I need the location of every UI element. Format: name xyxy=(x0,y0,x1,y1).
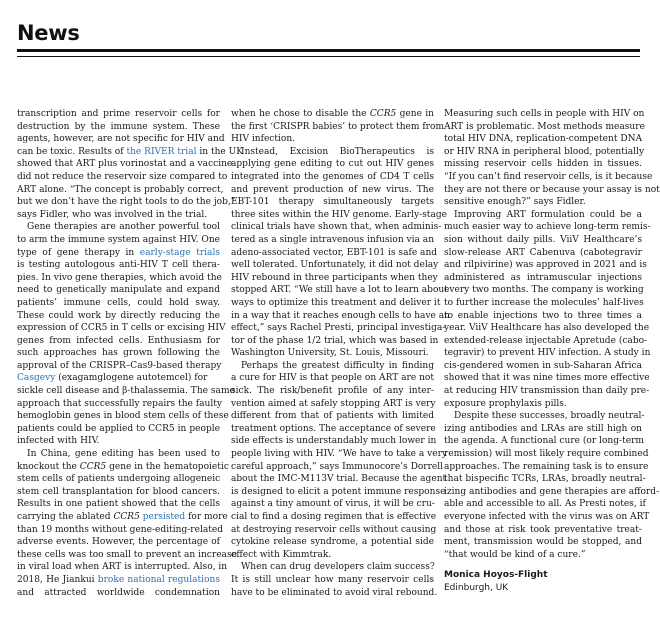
page-header xyxy=(17,19,639,47)
text-line: showed that ART plus vorinostat and a vaccine xyxy=(17,159,233,170)
text-line: destruction by the immune system. These xyxy=(17,121,220,132)
text-line xyxy=(17,247,220,260)
text-line: adverse events. However, the percentage of xyxy=(17,537,220,548)
text-line: patients’ immune cells, could hold sway. xyxy=(17,297,220,308)
text-line: ART is problematic. Most methods measure xyxy=(444,121,645,132)
text-line: did not reduce the reservoir size compared to xyxy=(17,171,228,182)
text-line: side effects is understandably much lower in xyxy=(231,436,437,447)
text-line: sensitive enough?” says Fidler. xyxy=(444,197,586,208)
text-line: total HIV DNA, replication-competent DNA xyxy=(444,134,643,145)
text-line: says Fidler, who was involved in the trial. xyxy=(17,209,208,220)
text-line: Measuring such cells in people with HIV on xyxy=(444,109,645,119)
text-line: stem cells of patients undergoing allogeneic xyxy=(17,474,221,485)
text-line: different from that of patients with limited xyxy=(231,411,434,422)
text-line: tered as a single intravenous infusion via an xyxy=(231,234,435,245)
italic-gene-name: CCR5 xyxy=(369,109,397,119)
text-line: When can drug developers claim success? xyxy=(241,562,435,573)
text-line: tor of the phase 1/2 trial, which was based in xyxy=(231,335,439,346)
text-line: in viral load when ART is interrupted. Also, in xyxy=(17,562,228,573)
text-line: cial to find a dosing regimen that is effective xyxy=(231,512,437,522)
text-line: and those at risk took preventative treat- xyxy=(444,524,642,535)
text-line: or HIV RNA in peripheral blood, potentially xyxy=(444,146,645,157)
text-run: knockout the xyxy=(17,461,80,472)
text-line: stem cell transplantation for blood cancers. xyxy=(17,486,220,497)
text-line: at reducing HIV transmission than daily pre- xyxy=(444,386,650,397)
text-line: In China, gene editing has been used to xyxy=(27,449,220,460)
text-line: stopped ART. “We still have a lot to learn about xyxy=(231,285,448,296)
text-run: for more xyxy=(185,512,228,522)
text-line xyxy=(17,461,229,474)
text-line: sion without daily pills. ViiV Healthcare’s xyxy=(444,234,642,245)
text-line: Results in one patient showed that the cells xyxy=(17,499,220,510)
text-line: extended-release injectable Apretude (cabo- xyxy=(444,335,648,346)
article-link[interactable]: persisted xyxy=(142,512,186,522)
text-line: ment, transmission would be stopped, and xyxy=(444,537,642,548)
section-title: News xyxy=(17,21,80,45)
text-line: to arm the immune system against HIV. One xyxy=(17,234,220,245)
text-line: transcription and prime reservoir cells for xyxy=(17,109,220,119)
text-run: carrying the ablated xyxy=(17,512,114,522)
text-line: vention aimed at safely stopping ART is very xyxy=(231,398,436,409)
text-line: patients could be applied to CCR5 in people xyxy=(17,423,220,434)
text-line: at destroying reservoir cells without causing xyxy=(231,524,437,535)
text-line: pies. In vivo gene therapies, which avoid the xyxy=(17,272,222,283)
text-line: is testing autologous anti-HIV T cell thera- xyxy=(17,260,220,271)
text-line: about the IMC-M113V trial. Because the agent xyxy=(231,474,447,485)
text-line: remission) will most likely require combined xyxy=(444,449,649,460)
text-line: HIV infection. xyxy=(231,134,296,145)
text-line: everyone infected with the virus was on ART xyxy=(444,512,650,522)
text-line: much easier way to achieve long-term remis- xyxy=(444,222,651,233)
column-3-text xyxy=(444,108,660,561)
text-line: they are not there or because your assay is not xyxy=(444,184,660,195)
text-line: showed that it was nine times more effective xyxy=(444,373,650,384)
text-line: ART alone. “The concept is probably correct, xyxy=(17,184,224,195)
article-column-1 xyxy=(17,108,244,599)
text-line: ways to optimize this treatment and deliver it xyxy=(231,297,441,308)
text-line: tegravir) to prevent HIV infection. A study in xyxy=(444,348,651,359)
text-line: that bispecific TCRs, LRAs, broadly neutral- xyxy=(444,474,646,485)
text-line: Despite these successes, broadly neutral- xyxy=(454,411,645,422)
italic-gene-name: CCR5 xyxy=(113,512,140,522)
text-line: infected with HIV. xyxy=(17,436,100,447)
text-line: approach that successfully repairs the faulty xyxy=(17,398,222,409)
article-link[interactable]: the RIVER trial xyxy=(126,146,197,157)
text-line: effect,” says Rachel Presti, principal investiga- xyxy=(231,323,446,334)
text-run: in the UK xyxy=(196,146,244,157)
text-line: year. ViiV Healthcare has also developed the xyxy=(444,323,650,334)
text-line: Perhaps the greatest difficulty in finding xyxy=(241,360,434,371)
text-line: against a tiny amount of virus, it will be cru- xyxy=(231,499,435,510)
text-line: applying gene editing to cut out HIV genes xyxy=(231,159,434,170)
article-column-3 xyxy=(444,108,660,595)
text-line: well tolerated. Unfortunately, it did not delay xyxy=(231,260,439,271)
text-run: type of gene therapy in xyxy=(17,247,140,258)
text-line: the first ‘CRISPR babies’ to protect them from xyxy=(231,121,445,132)
text-line: but we don’t have the right tools to do the job,” xyxy=(17,197,236,208)
article-column-2 xyxy=(231,108,451,599)
text-line: every two months. The company is working xyxy=(444,285,644,296)
text-run: can be toxic. Results of xyxy=(17,146,127,157)
text-run: 2018, He Jiankui xyxy=(17,574,98,585)
text-line: EBT-101 therapy simultaneously targets xyxy=(231,197,434,208)
text-line: and rilpivirine) was approved in 2021 and is xyxy=(444,260,647,271)
text-line: in a way that it reaches enough cells to have an xyxy=(231,310,451,321)
text-line xyxy=(17,511,228,524)
text-line: “If you can’t find reservoir cells, is it because xyxy=(444,171,653,182)
italic-gene-name: CCR5 xyxy=(79,461,107,472)
text-run: (exagamglogene autotemcel) for xyxy=(55,373,208,384)
text-run: gene in the hematopoietic xyxy=(106,461,229,472)
text-line: clinical trials have shown that, when adminis- xyxy=(231,222,442,233)
text-line: exposure prophylaxis pills. xyxy=(444,398,567,409)
text-line: slow-release ART Cabenuva (cabotegravir xyxy=(444,247,642,258)
text-line: cis-gendered women in sub-Saharan Africa xyxy=(444,360,642,371)
text-line xyxy=(17,372,220,385)
text-line: It is still unclear how many reservoir cells xyxy=(231,574,434,585)
text-line: izing antibodies and gene therapies are afford- xyxy=(444,486,660,497)
text-line: HIV rebound in three participants when they xyxy=(231,272,438,283)
text-line: approval of the CRISPR–Cas9-based therapy xyxy=(17,360,222,371)
text-line: hemoglobin genes in blood stem cells of these xyxy=(17,411,229,422)
text-line xyxy=(17,574,220,587)
text-line: three sites within the HIV genome. Early-stage xyxy=(231,209,447,220)
text-run: when he chose to disable the xyxy=(231,109,370,119)
text-line: adeno-associated vector, EBT-101 is safe and xyxy=(231,247,438,258)
text-line: people living with HIV. “We have to take a very xyxy=(231,449,448,460)
text-line: and prevent production of new virus. The xyxy=(231,184,434,195)
text-line: agents, however, are not specific for HIV and xyxy=(17,134,225,145)
text-line: and attracted worldwide condemnation xyxy=(17,587,220,598)
text-line: Instead, Excision BioTherapeutics is xyxy=(241,146,434,157)
text-line: to enable injections two to three times a xyxy=(444,310,642,321)
author-location: Edinburgh, UK xyxy=(444,583,509,594)
article-link[interactable]: early-stage trials xyxy=(139,247,220,258)
text-line: treatment options. The acceptance of severe xyxy=(231,423,436,434)
text-line: “that would be kind of a cure.” xyxy=(444,549,586,560)
text-line: a cure for HIV is that people on ART are not xyxy=(231,373,434,384)
text-line: these cells was too small to prevent an increase xyxy=(17,549,237,560)
text-line: effect with Kimmtrak. xyxy=(231,549,332,560)
text-line: genes from infected cells. Enthusiasm for xyxy=(17,335,220,346)
header-rule-thick xyxy=(17,49,640,52)
text-line: administered as intramuscular injections xyxy=(444,272,642,283)
text-line: expression of CCR5 in T cells or excising HIV xyxy=(17,323,226,334)
text-line xyxy=(231,108,434,121)
text-line: the agenda. A functional cure (or long-term xyxy=(444,436,644,447)
text-line: approaches. The remaining task is to ensure xyxy=(444,461,649,472)
text-line: izing antibodies and LRAs are still high on xyxy=(444,423,642,434)
text-line: than 19 months without gene-editing-related xyxy=(17,524,224,535)
text-line: Gene therapies are another powerful tool xyxy=(27,222,220,233)
author-name: Monica Hoyos-Flight xyxy=(444,570,548,581)
text-line xyxy=(17,146,244,159)
text-line: missing reservoir cells hidden in tissues. xyxy=(444,159,642,170)
text-line: to further increase the molecules’ half-lives xyxy=(444,297,644,308)
text-line: Improving ART formulation could be a xyxy=(454,209,642,220)
text-line: able and accessible to all. As Presti notes, if xyxy=(444,499,646,510)
text-line: need to genetically manipulate and expand xyxy=(17,285,220,296)
text-line: integrated into the genomes of CD4 T cells xyxy=(231,171,434,182)
text-line: Washington University, St. Louis, Missouri. xyxy=(231,348,429,359)
article-link[interactable]: broke national regulations xyxy=(97,574,220,585)
text-line: These could work by directly reducing the xyxy=(17,310,220,321)
text-line: careful approach,” says Immunocore’s Dorrell xyxy=(231,461,444,472)
text-line: have to be eliminated to avoid viral rebound. xyxy=(231,587,438,598)
text-line: sick. The risk/benefit profile of any inter- xyxy=(231,386,434,397)
text-run: gene in xyxy=(396,109,434,119)
text-line: such approaches has grown following the xyxy=(17,348,220,359)
text-line: sickle cell disease and β-thalassemia. The same xyxy=(17,386,235,397)
article-link[interactable]: Casgevy xyxy=(17,373,56,384)
text-line: cytokine release syndrome, a potential side xyxy=(231,537,434,548)
header-rule-thin xyxy=(17,56,640,57)
text-line: is designed to elicit a potent immune response xyxy=(231,486,446,497)
